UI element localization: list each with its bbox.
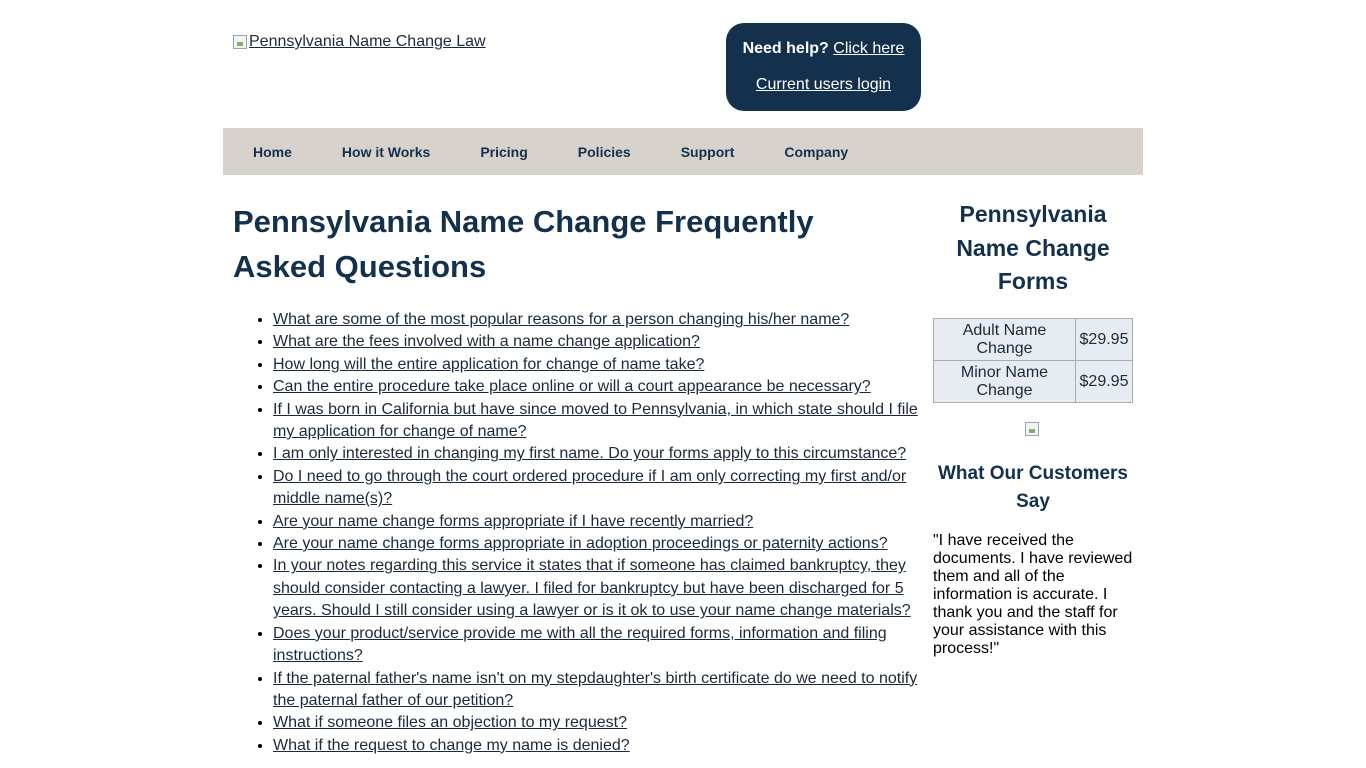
broken-image-icon <box>233 35 247 49</box>
faq-item <box>273 533 935 555</box>
product-name[interactable] <box>934 361 1076 403</box>
faq-item <box>273 309 935 331</box>
product-name-link[interactable]: Adult Name Change <box>962 321 1047 357</box>
faq-item <box>273 735 935 757</box>
faq-link[interactable]: What if the request to change my name is denied? <box>273 736 630 754</box>
table-row <box>934 319 1133 361</box>
testimonial-quote: "I have received the documents. I have reviewed them and all of the information is accurate. I thank you and the staff for your assistance with this process!" <box>933 532 1133 657</box>
product-price: $29.95 <box>1076 319 1133 361</box>
faq-link[interactable]: Are your name change forms appropriate in adoption proceedings or paternity actions? <box>273 535 888 553</box>
faq-link[interactable]: How long will the entire application for change of name take? <box>273 355 705 373</box>
table-row <box>934 361 1133 403</box>
nav-policies[interactable]: Policies <box>577 143 631 160</box>
faq-item <box>273 376 935 398</box>
faq-link[interactable]: If the paternal father's name isn't on my stepdaughter's birth certificate do we need to notify the paternal father of our petition? <box>273 669 918 709</box>
faq-link[interactable]: Can the entire procedure take place online or will a court appearance be necessary? <box>273 378 871 396</box>
logo-link[interactable] <box>233 33 486 51</box>
faq-item <box>273 466 935 511</box>
help-link[interactable]: Click here <box>833 40 905 57</box>
faq-link[interactable]: Are your name change forms appropriate if I have recently married? <box>273 512 754 530</box>
page-title: Pennsylvania Name Change Frequently Asked Questions <box>233 204 814 284</box>
faq-link[interactable]: Does your product/service provide me with all the required forms, information and filing instructions? <box>273 624 887 665</box>
nav-support[interactable]: Support <box>680 143 735 160</box>
faq-item <box>273 712 935 734</box>
product-price: $29.95 <box>1076 361 1133 403</box>
faq-link[interactable]: What are some of the most popular reasons for a person changing his/her name? <box>273 311 850 328</box>
faq-item <box>273 399 935 444</box>
product-name[interactable] <box>934 319 1076 361</box>
testimonials-title: What Our Customers Say <box>937 463 1129 512</box>
faq-link[interactable]: I am only interested in changing my first name. Do your forms apply to this circumstance? <box>273 445 907 463</box>
faq-item <box>273 511 935 533</box>
faq-link[interactable]: What are the fees involved with a name change application? <box>273 333 700 351</box>
broken-image-icon <box>1025 422 1039 436</box>
faq-item <box>273 331 935 353</box>
faq-item <box>273 623 935 668</box>
sidebar-title: Pennsylvania Name Change Forms <box>956 201 1110 294</box>
nav-home[interactable]: Home <box>253 143 292 160</box>
faq-list <box>253 309 935 757</box>
faq-link[interactable]: In your notes regarding this service it states that if someone has claimed bankruptcy, they should consider contacting a lawyer. I filed for bankruptcy but have been discharged for 5 years. Should I still consider using a lawyer or is it ok to use your name change materials? <box>273 557 911 620</box>
faq-link[interactable]: What if someone files an objection to my request? <box>273 714 627 732</box>
faq-item <box>273 443 935 465</box>
main-nav <box>223 128 1143 175</box>
faq-item <box>273 668 935 713</box>
help-box <box>726 23 921 111</box>
price-table <box>933 318 1133 403</box>
faq-link[interactable]: If I was born in California but have since moved to Pennsylvania, in which state should I file my application for change of name? <box>273 400 918 441</box>
login-link[interactable]: Current users login <box>755 76 892 93</box>
faq-item <box>273 354 935 376</box>
nav-company[interactable]: Company <box>784 143 849 160</box>
product-name-link[interactable]: Minor Name Change <box>960 363 1049 399</box>
faq-item <box>273 555 935 622</box>
nav-how-it-works[interactable]: How it Works <box>341 143 431 160</box>
help-label: Need help? <box>742 40 829 57</box>
faq-link[interactable]: Do I need to go through the court ordered procedure if I am only correcting my first and/or middle name(s)? <box>273 467 907 508</box>
logo-alt-text: Pennsylvania Name Change Law <box>249 33 486 50</box>
nav-pricing[interactable]: Pricing <box>480 143 528 160</box>
